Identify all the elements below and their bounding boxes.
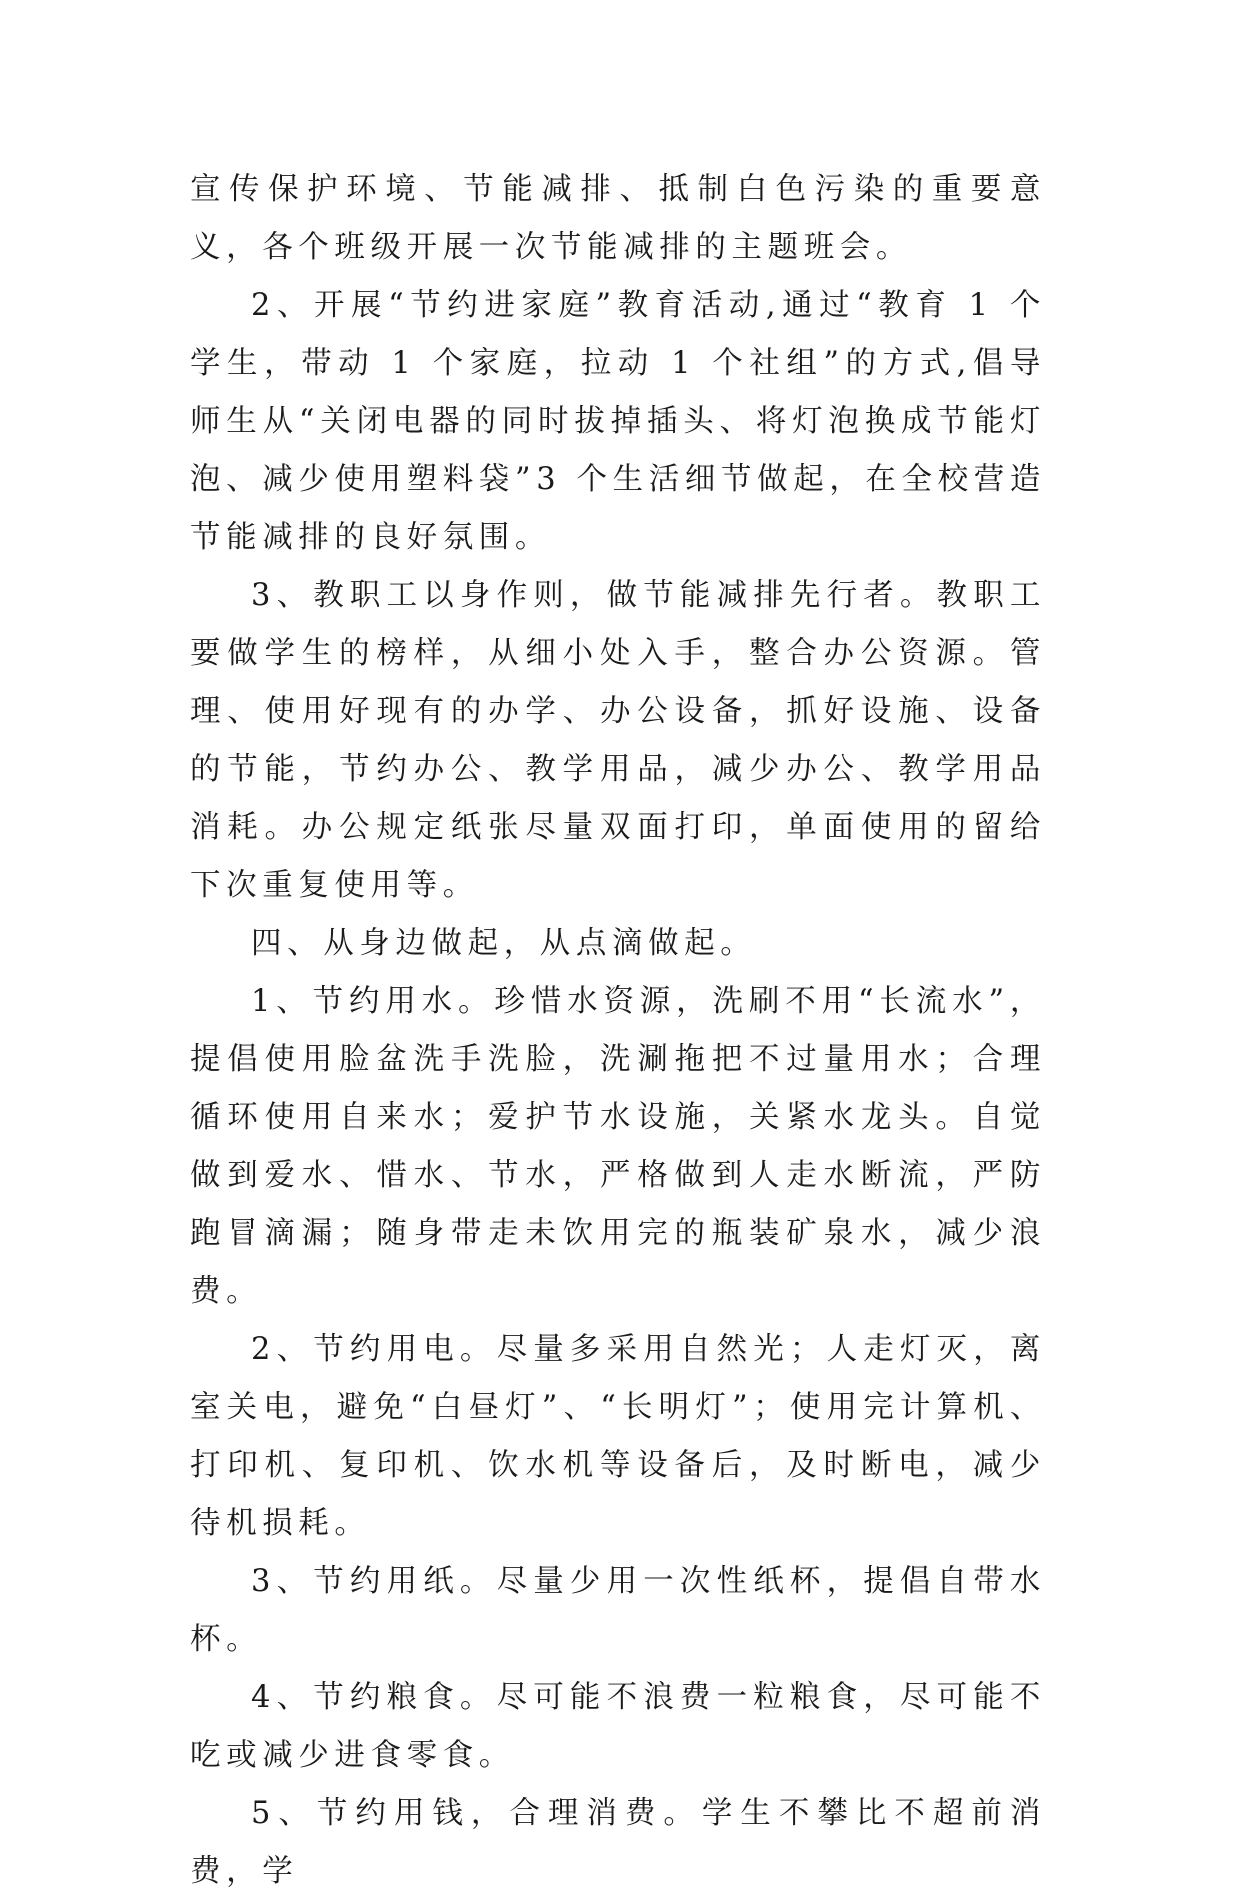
document-body [190,161,1046,1901]
paragraph: 3、节约用纸。尽量少用一次性纸杯，提倡自带水杯。 [190,1564,1046,1657]
paragraph: 5、节约用钱，合理消费。学生不攀比不超前消费，学 [190,1796,1046,1889]
paragraph: 2、节约用电。尽量多采用自然光；人走灯灭，离室关电，避免“白昼灯”、“长明灯”；使用完计算机、打印机、复印机、饮水机等设备后，及时断电，减少待机损耗。 [190,1332,1046,1541]
paragraph: 3、教职工以身作则，做节能减排先行者。教职工要做学生的榜样，从细小处入手，整合办公资源。管理、使用好现有的办学、办公设备，抓好设施、设备的节能，节约办公、教学用品，减少办公、教学用品消耗。办公规定纸张尽量双面打印，单面使用的留给下次重复使用等。 [190,578,1046,903]
paragraph: 2、开展“节约进家庭”教育活动,通过“教育 1 个学生，带动 1 个家庭，拉动 1 个社组”的方式,倡导师生从“关闭电器的同时拔掉插头、将灯泡换成节能灯泡、减少使用塑料袋”3 个生活细节做起，在全校营造节能减排的良好氛围。 [190,288,1046,555]
paragraph: 4、节约粮食。尽可能不浪费一粒粮食，尽可能不吃或减少进食零食。 [190,1680,1046,1773]
section-heading: 四、从身边做起，从点滴做起。 [251,926,757,961]
paragraph: 宣传保护环境、节能减排、抵制白色污染的重要意义，各个班级开展一次节能减排的主题班会。 [190,172,1046,265]
paragraph: 1、节约用水。珍惜水资源，洗刷不用“长流水”，提倡使用脸盆洗手洗脸，洗涮拖把不过量用水；合理循环使用自来水；爱护节水设施，关紧水龙头。自觉做到爱水、惜水、节水，严格做到人走水断流，严防跑冒滴漏；随身带走未饮用完的瓶装矿泉水，减少浪费。 [190,984,1046,1309]
